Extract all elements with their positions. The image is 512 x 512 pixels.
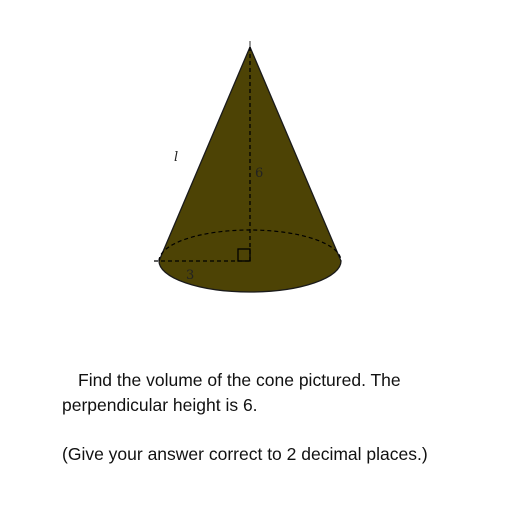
answer-instruction: (Give your answer correct to 2 decimal places.) (62, 444, 428, 464)
height-label: 6 (255, 166, 264, 181)
question-text (62, 368, 482, 467)
radius-label: 3 (186, 268, 195, 283)
slant-label: l (174, 150, 179, 165)
question-line: Find the volume of the cone pictured. The perpendicular height is 6. (62, 370, 401, 415)
question-prompt (62, 368, 482, 418)
